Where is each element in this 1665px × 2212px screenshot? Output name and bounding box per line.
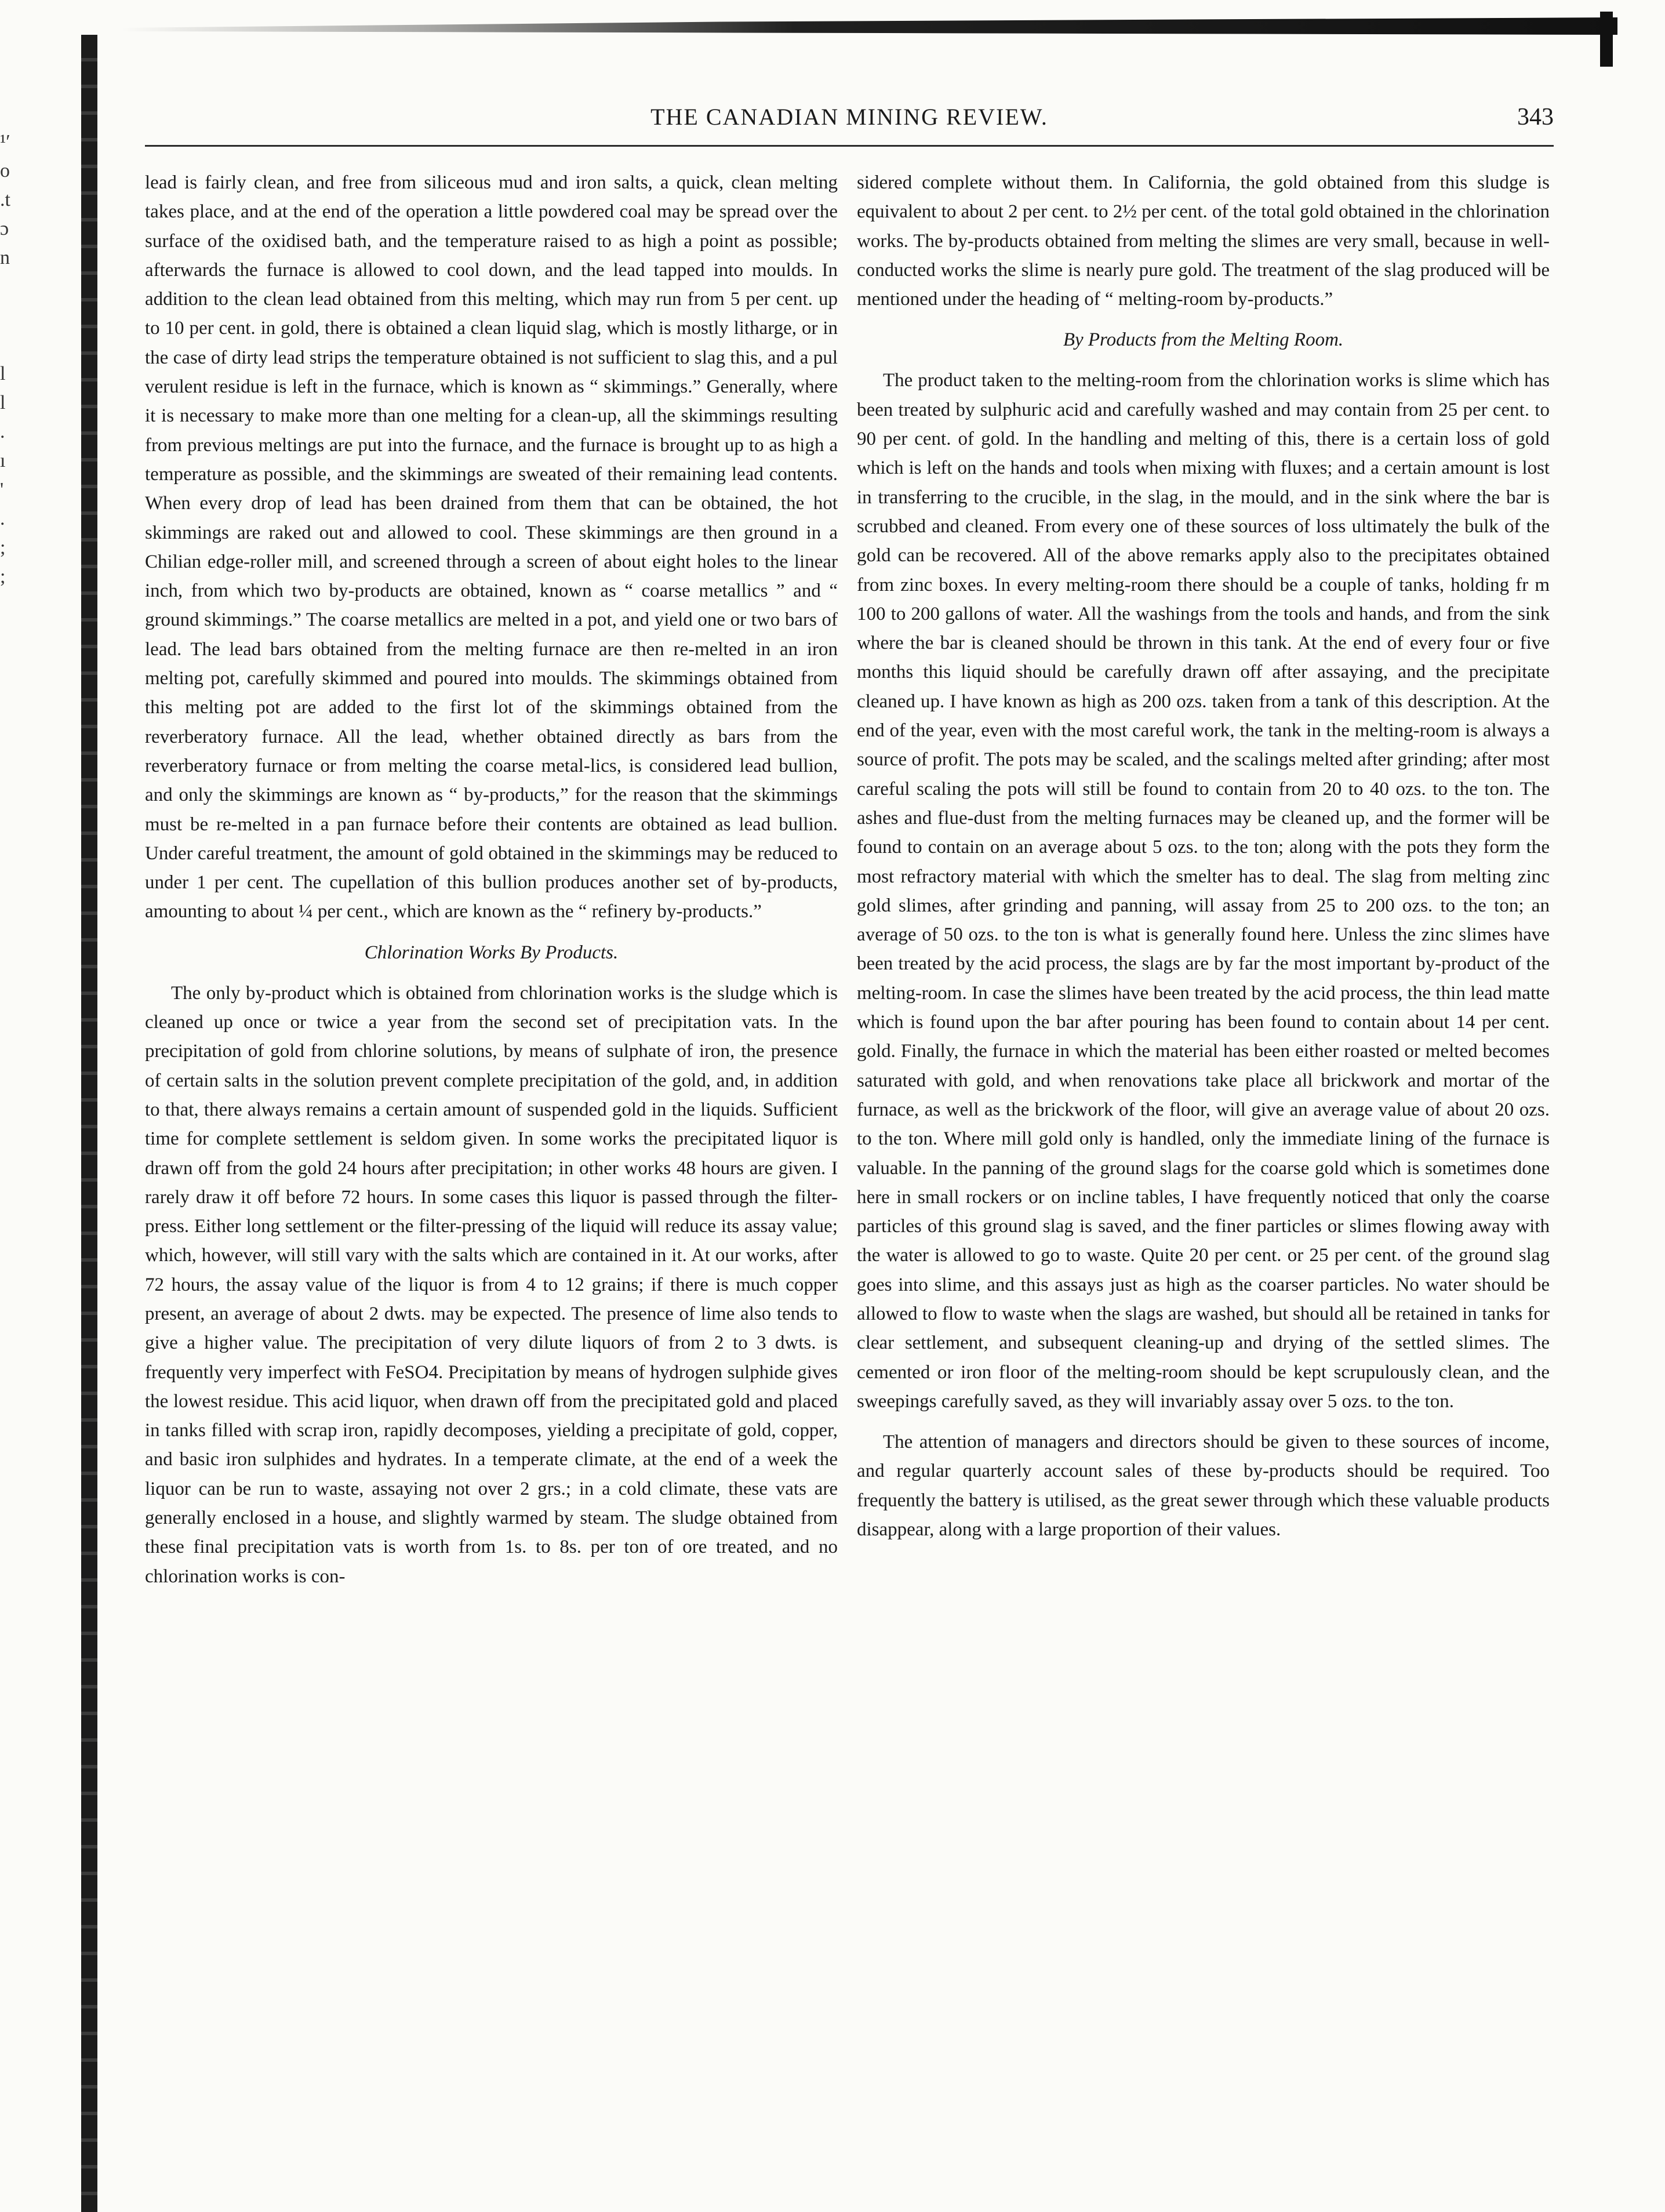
page-header: [145, 103, 1554, 138]
margin-mark: l: [0, 392, 6, 413]
right-paragraph-2: The product taken to the melting-room from the chlorination works is slime which has been treated by sulphuric acid and carefully washed and may contain from 25 per cent. to 90 per cent. of gold. In the handling and melting of this, there is a certain loss of gold which is left on the hands and tools when mixing with fluxes; and a certain amount is lost in transferring to the crucible, in the slag, in the mould, and in the sink where the bar is scrubbed and cleaned. From every one of these sources of loss ultimately the bulk of the gold can be recovered. All of the above remarks apply also to the precipitates obtained from zinc boxes. In every melting-room there should be a couple of tanks, holding fr m 100 to 200 gallons of water. All the washings from the tools and hands, and from the sink where the bar is cleaned should be thrown in this tank. At the end of every four or five months this liquid should be carefully drawn off after assaying, and the precipitate cleaned up. I have known as high as 200 ozs. taken from a tank of this description. At the end of the year, even with the most careful work, the tank in the melting-room is always a source of profit. The pots may be scaled, and the scalings melted after grinding; after most careful scaling the pots will still be found to contain from 20 to 40 ozs. to the ton. The ashes and flue-dust from the melting furnaces may be cleaned up, and the former will be found to contain on an average about 5 ozs. to the ton; along with the pots they form the most refractory material with which the smelter has to deal. The slag from melting zinc gold slimes, after grinding and panning, will assay from 25 to 200 ozs. to the ton; an average of 50 ozs. to the ton is what is generally found here. Unless the zinc slimes have been treated by the acid process, the slags are by far the most important by-product of the melting-room. In case the slimes have been treated by the acid process, the thin lead matte which is found upon the bar after pouring has been found to contain about 14 per cent. gold. Finally, the furnace in which the material has been either roasted or melted becomes saturated with gold, and when renovations take place all brickwork and mortar of the furnace, as well as the brickwork of the floor, will give an average value of about 20 ozs. to the ton. Where mill gold only is handled, only the immediate lining of the furnace is valuable. In the panning of the ground slags for the coarse gold which is sometimes done here in small rockers or on incline tables, I have frequently noticed that only the coarse particles of this ground slag is saved, and the finer particles or slimes flowing away with the water is allowed to go to waste. Quite 20 per cent. or 25 per cent. of the ground slag goes into slime, and this assays just as high as the coarser particles. No water should be allowed to flow to waste when the slags are washed, but should all be retained in tanks for clear settlement, and subsequent cleaning-up and drying of the settled slimes. The cemented or iron floor of the melting-room should be kept scrupulously clean, and the sweepings carefully saved, as they will invariably assay over 5 ozs. to the ton.: [857, 370, 1550, 1412]
scan-top-edge-shadow: [122, 17, 1617, 35]
margin-mark: [0, 273, 29, 302]
margin-mark: l: [0, 363, 6, 384]
right-paragraph-1: sidered complete without them. In California, the gold obtained from this sludge is equivalent to about 2 per cent. to 2½ per cent. of the total gold obtained in the chlorination works. The by-products obtained from melting the slimes are very small, because in well-conducted works the slime is nearly pure gold. The treatment of the slag produced will be mentioned under the heading of “ melting-room by-products.”: [857, 172, 1550, 310]
scan-binding-edge: [81, 35, 97, 2212]
margin-mark: .: [0, 508, 5, 529]
margin-mark: .t: [0, 189, 10, 210]
margin-mark: ': [0, 479, 4, 500]
running-title: THE CANADIAN MINING REVIEW.: [650, 104, 1048, 130]
section-heading-melting-room: By Products from the Melting Room.: [1063, 329, 1344, 351]
margin-mark: ı: [0, 450, 6, 471]
left-paragraph-2: The only by-product which is obtained from chlorination works is the sludge which is cleaned up once or twice a year from the second set of precipitation vats. In the precipitation of gold from chlorine solutions, by means of sulphate of iron, the presence of certain salts in the solution prevent complete precipitation of the gold, and, in addition to that, there always remains a certain amount of suspended gold in the liquids. Sufficient time for complete settlement is seldom given. In some works the precipitated liquor is drawn off from the gold 24 hours after precipitation; in other works 48 hours are given. I rarely draw it off before 72 hours. In some cases this liquor is passed through the filter-press. Either long settlement or the filter-pressing of the liquid will reduce its assay value; which, however, will still vary with the salts which are contained in it. At our works, after 72 hours, the assay value of the liquor is from 4 to 12 grains; if there is much copper present, an average of about 2 dwts. may be expected. The presence of lime also tends to give a higher value. The precipitation of very dilute liquors of from 2 to 3 dwts. is frequently very imperfect with FeSO4. Precipitation by means of hydrogen sulphide gives the lowest residue. This acid liquor, when drawn off from the precipitated gold and placed in tanks filled with scrap iron, rapidly decomposes, yielding a precipitate of gold, copper, and basic iron sulphides and hydrates. In a temperate climate, at the end of a week the liquor can be run to waste, assaying not over 2 grs.; in a cold climate, these vats are generally enclosed in a house, and slightly warmed by steam. The sludge obtained from these final precipitation vats is worth from 1s. to 8s. per ton of ore treated, and no chlorination works is con-: [145, 982, 838, 1587]
header-rule: [145, 145, 1554, 147]
left-paragraph-1: lead is fairly clean, and free from siliceous mud and iron salts, a quick, clean melting takes place, and at the end of the operation a little powdered coal may be spread over the surface of the oxidised bath, and the temperature raised to as high a point as possible; afterwards the furnace is allowed to cool down, and the lead tapped into moulds. In addition to the clean lead obtained from this melting, which may run from 5 per cent. up to 10 per cent. in gold, there is obtained a clean liquid slag, which is mostly litharge, or in the case of dirty lead strips the temperature obtained is not sufficient to slag this, and a pul verulent residue is left in the furnace, which is known as “ skimmings.” Generally, where it is necessary to make more than one melting for a clean-up, all the skimmings resulting from previous meltings are put into the furnace, and the furnace is brought up to as high a temperature as possible, and the skimmings are sweated of their remaining lead contents. When every drop of lead has been drained from them that can be obtained, the hot skimmings are raked out and allowed to cool. These skimmings are then ground in a Chilian edge-roller mill, and screened through a screen of about eight holes to the linear inch, from which two by-products are obtained, known as “ coarse metallics ” and “ ground skimmings.” The coarse metallics are melted in a pot, and yield one or two bars of lead. The lead bars obtained from the melting furnace are then re-melted in an iron melting pot, carefully skimmed and poured into moulds. The skimmings obtained from this melting pot are added to the first lot of the skimmings obtained from the reverberatory furnace. All the lead, whether obtained directly as bars from the reverberatory furnace or from melting the coarse metal-lics, is considered lead bullion, and only the skimmings are known as “ by-products,” for the reason that the skimmings must be re-melted in a pan furnace before their contents are obtained as lead bullion. Under careful treatment, the amount of gold obtained in the skimmings may be reduced to under 1 per cent. The cupellation of this bullion produces another set of by-products, amounting to about ¼ per cent., which are known as the “ refinery by-products.”: [145, 172, 838, 922]
margin-bleed-marks: [0, 128, 29, 591]
margin-mark: .: [0, 421, 5, 442]
left-column: [145, 168, 838, 1591]
page-number: 343: [1517, 104, 1554, 130]
margin-mark: ;: [0, 537, 6, 558]
margin-mark: n: [0, 247, 10, 268]
margin-mark: ɔ: [0, 218, 9, 239]
right-column: [857, 168, 1550, 1544]
margin-mark: [0, 302, 29, 330]
margin-mark: ;: [0, 566, 6, 587]
right-paragraph-3: The attention of managers and directors should be given to these sources of income, and regular quarterly account sales of these by-products should be required. Too frequently the battery is utilised, as the great sewer through which these valuable products disappear, along with a large proportion of their values.: [857, 1432, 1550, 1541]
scan-right-edge-shadow: [1600, 12, 1613, 67]
section-heading-chlorination: Chlorination Works By Products.: [364, 942, 619, 963]
margin-mark: o: [0, 160, 10, 181]
margin-mark: ¹′: [0, 131, 10, 152]
margin-mark: [0, 330, 29, 359]
